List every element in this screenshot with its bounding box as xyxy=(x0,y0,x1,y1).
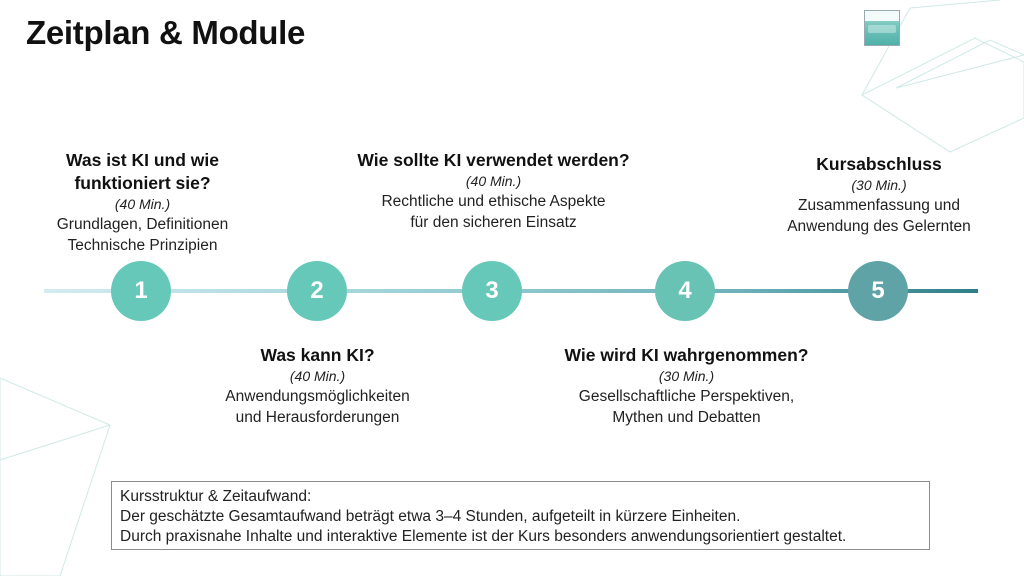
module-1-duration: (40 Min.) xyxy=(114,196,171,212)
module-4-node: 4 xyxy=(655,261,715,321)
module-4-duration: (30 Min.) xyxy=(658,368,715,384)
module-2-line-1: Anwendungsmöglichkeiten xyxy=(225,388,410,405)
module-4-block xyxy=(545,344,828,428)
module-3-line-2: für den sicheren Einsatz xyxy=(410,214,577,231)
module-2-block xyxy=(200,344,435,428)
course-info-box xyxy=(111,481,930,550)
module-2-duration: (40 Min.) xyxy=(289,368,346,384)
module-4-line-2: Mythen und Debatten xyxy=(612,409,761,426)
module-4-line-1: Gesellschaftliche Perspektiven, xyxy=(578,388,795,405)
module-1-line-2: Technische Prinzipien xyxy=(67,237,218,254)
module-3-title: Wie sollte KI verwendet werden? xyxy=(357,150,630,170)
module-2-node: 2 xyxy=(287,261,347,321)
module-1-block xyxy=(20,149,265,256)
module-1-title: Was ist KI und wie funktioniert sie? xyxy=(66,150,219,193)
info-line-1: Der geschätzte Gesamtaufwand beträgt etwa 3–4 Stunden, aufgeteilt in kürzere Einheiten. xyxy=(120,508,741,525)
module-2-title: Was kann KI? xyxy=(260,345,375,365)
module-5-block xyxy=(765,153,993,237)
module-5-line-2: Anwendung des Gelernten xyxy=(787,218,971,235)
module-3-duration: (40 Min.) xyxy=(465,173,522,189)
page-title: Zeitplan & Module xyxy=(26,14,306,51)
module-4-title: Wie wird KI wahrgenommen? xyxy=(564,345,809,365)
module-5-line-1: Zusammenfassung und xyxy=(798,197,960,214)
module-1-line-1: Grundlagen, Definitionen xyxy=(56,216,229,233)
module-5-node: 5 xyxy=(848,261,908,321)
module-5-duration: (30 Min.) xyxy=(851,177,907,193)
info-line-2: Durch praxisnahe Inhalte und interaktive Elemente ist der Kurs besonders anwendungsorientiert gestaltet. xyxy=(120,528,847,545)
course-logo-icon xyxy=(864,10,900,46)
info-heading: Kursstruktur & Zeitaufwand: xyxy=(120,488,312,505)
module-1-node: 1 xyxy=(111,261,171,321)
module-3-node: 3 xyxy=(462,261,522,321)
module-2-line-2: und Herausforderungen xyxy=(235,409,400,426)
module-3-line-1: Rechtliche und ethische Aspekte xyxy=(381,193,606,210)
module-5-title: Kursabschluss xyxy=(816,154,942,174)
module-3-block xyxy=(345,149,642,233)
